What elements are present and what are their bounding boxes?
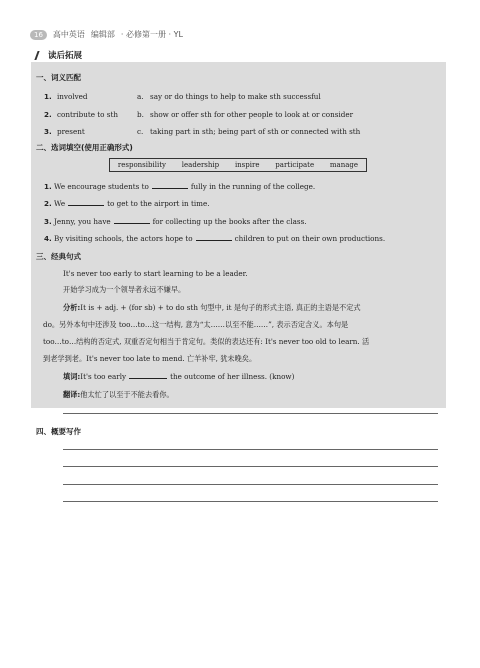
part1-heading: 一、词义匹配 bbox=[36, 73, 81, 82]
fill-in-task: 填词:It's too early the outcome of her illness. (know) bbox=[63, 372, 295, 381]
header-subject: 高中英语 bbox=[52, 30, 85, 39]
match-meaning-a: say or do things to help to make sth successful bbox=[150, 92, 321, 101]
analysis-label: 分析: bbox=[63, 303, 81, 312]
word-bank bbox=[109, 158, 367, 172]
match-letter-b: b. bbox=[137, 110, 144, 119]
fill-sentence-4: 4. By visiting schools, the actors hope to children to put on their own productions. bbox=[44, 234, 386, 243]
section-title-text: 读后拓展 bbox=[48, 51, 83, 61]
word-bank-item: manage bbox=[329, 161, 359, 169]
match-word-2: contribute to sth bbox=[57, 110, 118, 119]
header-book: · 必修第一册 · YL bbox=[120, 30, 183, 39]
match-meaning-c: taking part in sth; being part of sth or connected with sth bbox=[150, 127, 361, 136]
match-num-1: 1. bbox=[44, 92, 52, 101]
fill-sentence-3: 3. Jenny, you have for collecting up the books after the class. bbox=[44, 217, 307, 226]
answer-blank[interactable] bbox=[114, 217, 150, 224]
analysis-line-4: 到老学到老。It's never too late to mend. 亡羊补牢, 犹未晚矣。 bbox=[43, 354, 257, 363]
word-bank-item: inspire bbox=[234, 161, 260, 169]
fill-label: 填词: bbox=[63, 372, 81, 381]
match-word-3: present bbox=[57, 127, 85, 136]
match-letter-a: a. bbox=[137, 92, 144, 101]
writing-line[interactable] bbox=[63, 501, 438, 502]
page-number: 16 bbox=[30, 30, 47, 40]
match-word-1: involved bbox=[57, 92, 88, 101]
writing-line[interactable] bbox=[63, 466, 438, 467]
match-num-3: 3. bbox=[44, 127, 52, 136]
part4-heading: 四、概要写作 bbox=[36, 427, 81, 436]
classic-sentence-en: It's never too early to start learning to be a leader. bbox=[63, 269, 248, 278]
translate-task: 翻译:他太忙了以至于不能去看你。 bbox=[63, 390, 174, 399]
part3-heading: 三、经典句式 bbox=[36, 252, 81, 261]
pen-icon bbox=[34, 51, 45, 60]
analysis-line-3: too…to…结构的否定式, 双重否定句相当于肯定句。类似的表达还有: It's never too old to learn. 活 bbox=[43, 337, 370, 346]
match-letter-c: c. bbox=[137, 127, 144, 136]
header-brand: 编辑部 bbox=[90, 30, 115, 39]
match-meaning-b: show or offer sth for other people to look at or consider bbox=[150, 110, 354, 119]
analysis-line-1: 分析:It is + adj. + (for sb) + to do sth 句型中, it 是句子的形式主语, 真正的主语是不定式 bbox=[63, 303, 361, 312]
word-bank-item: leadership bbox=[181, 161, 220, 169]
part2-heading: 二、选词填空(使用正确形式) bbox=[36, 143, 133, 152]
writing-line[interactable] bbox=[63, 449, 438, 450]
writing-line[interactable] bbox=[63, 484, 438, 485]
classic-sentence-cn: 开始学习成为一个领导者永远不嫌早。 bbox=[63, 285, 186, 294]
answer-blank[interactable] bbox=[152, 182, 188, 189]
translate-label: 翻译: bbox=[63, 390, 81, 399]
fill-sentence-1: 1. We encourage students to fully in the running of the college. bbox=[44, 182, 316, 191]
translate-answer-line[interactable] bbox=[63, 413, 438, 414]
analysis-line-2: do。另外本句中还涉及 too…to…这一结构, 意为“太……以至不能……”, 表示否定含义。本句是 bbox=[43, 320, 349, 329]
answer-blank[interactable] bbox=[196, 234, 232, 241]
word-bank-item: participate bbox=[275, 161, 315, 169]
section-title bbox=[36, 49, 82, 61]
answer-blank[interactable] bbox=[68, 199, 104, 206]
page-header bbox=[30, 29, 183, 40]
fill-sentence-2: 2. We to get to the airport in time. bbox=[44, 199, 210, 208]
word-bank-item: responsibility bbox=[117, 161, 166, 169]
answer-blank[interactable] bbox=[129, 372, 167, 379]
match-num-2: 2. bbox=[44, 110, 52, 119]
